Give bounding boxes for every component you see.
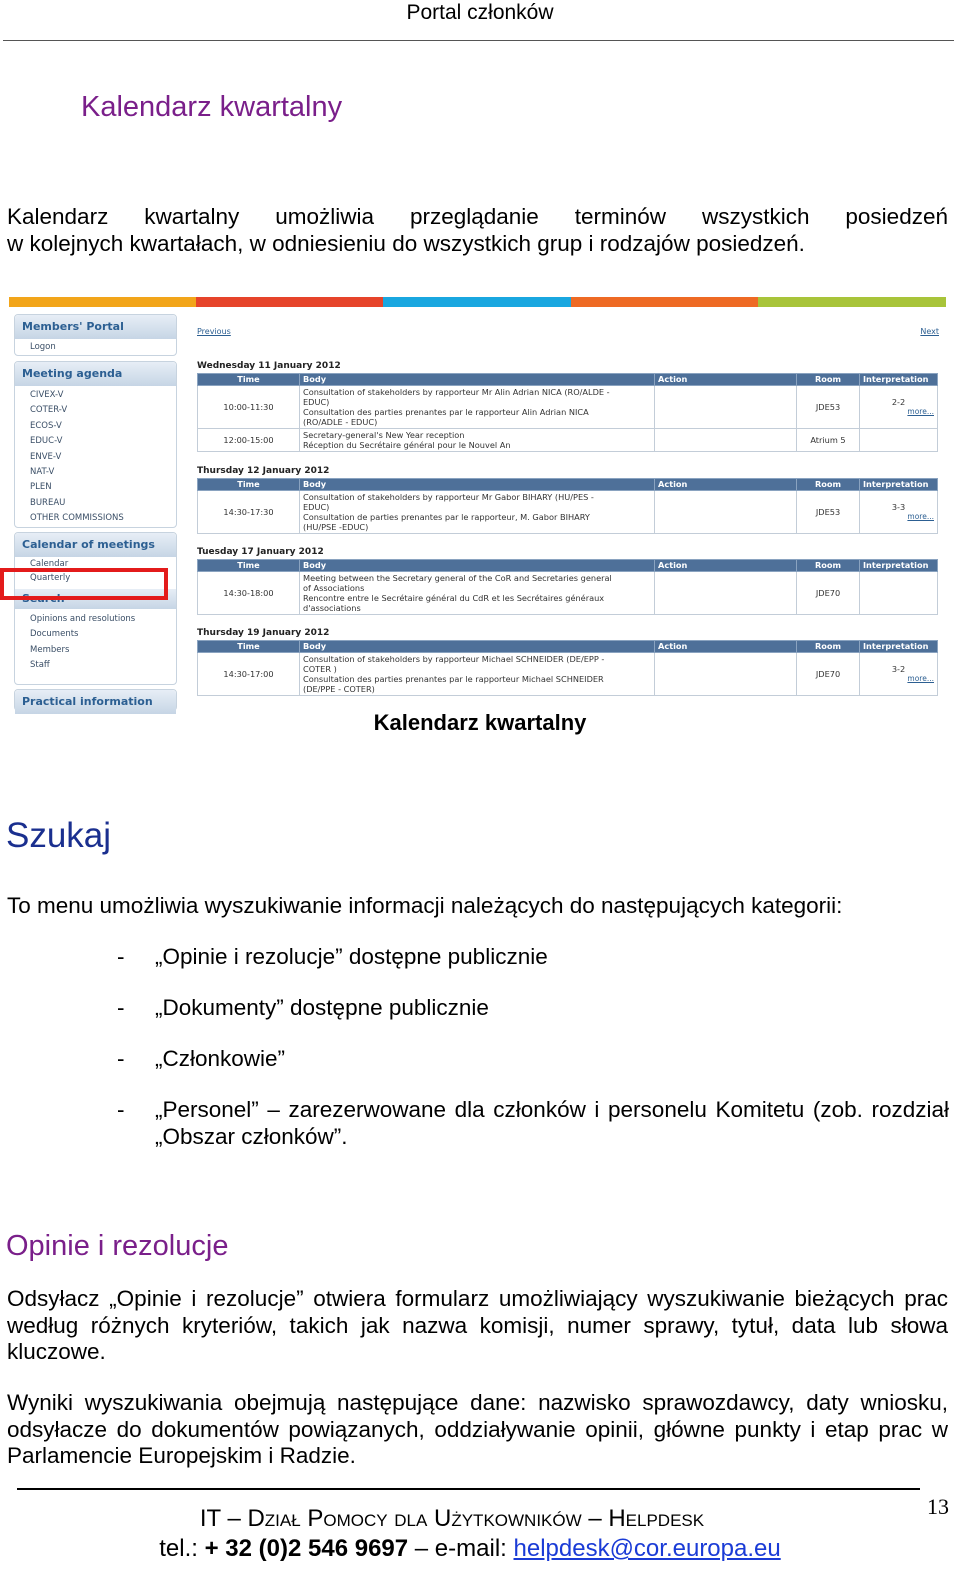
event-body <box>300 653 655 696</box>
event-interpretation <box>860 429 938 452</box>
section3-para1: Odsyłacz „Opinie i rezolucje” otwiera formularz umożliwiający wyszukiwanie bieżących prac według różnych kryteriów, takich jak nazwa komisji, numer sprawy, tytuł, data lub słowa kluczowe. <box>7 1286 948 1364</box>
bullet-item: „Personel” – zarezerwowane dla członków i personelu Komitetu (zob. rozdział „Obszar członków”. <box>155 1097 949 1149</box>
column-header-action: Action <box>655 641 797 653</box>
column-header-room: Room <box>797 560 860 572</box>
sidebar-title-practical[interactable]: Practical information <box>15 690 176 714</box>
event-body-line: Rencontre entre le Secrétaire général du CdR et les Secrétaires généraux <box>303 593 605 603</box>
column-header-action: Action <box>655 374 797 386</box>
more-link[interactable]: more... <box>907 407 934 416</box>
event-time: 10:00-11:30 <box>198 386 300 429</box>
day-title: Thursday 12 January 2012 <box>197 466 330 476</box>
quarterly-calendar-screenshot <box>9 297 945 708</box>
bullet-item: „Opinie i rezolucje” dostępne publicznie <box>155 944 548 969</box>
interpretation-value: 3-3 <box>891 502 906 512</box>
color-bar <box>571 297 759 307</box>
section-heading-szukaj: Szukaj <box>6 816 112 855</box>
sidebar-box-practical <box>14 689 177 711</box>
day-events-table <box>197 559 938 615</box>
sidebar-box-members-portal <box>14 314 177 356</box>
day-title: Tuesday 17 January 2012 <box>197 547 324 557</box>
section-heading-opinie: Opinie i rezolucje <box>6 1230 229 1262</box>
sidebar-item[interactable]: CIVEX-V <box>30 390 64 400</box>
section1-text-line1: Kalendarz kwartalny umożliwia przeglądanie terminów wszystkich posiedzeń <box>7 204 948 229</box>
sidebar-item[interactable]: Members <box>30 644 70 655</box>
table-row[interactable] <box>198 386 938 429</box>
more-link[interactable]: more... <box>907 512 934 521</box>
color-bar <box>196 297 384 307</box>
sidebar-item[interactable]: PLEN <box>30 482 52 493</box>
event-body <box>300 491 655 534</box>
event-time: 14:30-17:30 <box>198 491 300 534</box>
column-header-room: Room <box>797 479 860 491</box>
sidebar-title-meeting-agenda: Meeting agenda <box>15 362 176 386</box>
day-events-table <box>197 373 938 452</box>
event-body-line: Consultation de parties prenantes par le rapporteur, M. Gabor BIHARY <box>303 512 590 522</box>
bullet-item: „Dokumenty” dostępne publicznie <box>155 995 489 1020</box>
column-header-body: Body <box>300 374 655 386</box>
sidebar-item[interactable]: COTER-V <box>30 405 68 416</box>
more-link[interactable]: more... <box>907 674 934 683</box>
column-header-time: Time <box>198 641 300 653</box>
column-header-action: Action <box>655 560 797 572</box>
event-interpretation <box>860 386 938 429</box>
sidebar-item-logon[interactable]: Logon <box>30 342 56 352</box>
column-header-body: Body <box>300 560 655 572</box>
footer-helpdesk-title: IT – Dział Pomocy dla Użytkowników – Helpdesk <box>199 1505 705 1532</box>
column-header-action: Action <box>655 479 797 491</box>
sidebar-item[interactable]: OTHER COMMISSIONS <box>30 513 124 524</box>
event-action <box>655 386 797 429</box>
event-time: 14:30-18:00 <box>198 572 300 615</box>
footer-tel-number: + 32 (0)2 546 9697 <box>204 1535 409 1562</box>
sidebar-title-calendar: Calendar of meetings <box>15 533 176 557</box>
event-room: Atrium 5 <box>797 429 860 452</box>
event-body-line: EDUC) <box>303 502 330 512</box>
sidebar-item-calendar[interactable]: Calendar <box>30 559 69 569</box>
sidebar-item[interactable]: BUREAU <box>30 497 66 508</box>
event-body-line: Consultation des parties prenantes par le rapporteur Alin Adrian NICA <box>303 407 589 417</box>
event-body-line: Réception du Secrétaire général pour le Nouvel An <box>303 440 511 450</box>
bullet-item: „Członkowie” <box>155 1046 286 1071</box>
event-interpretation <box>860 572 938 615</box>
column-header-room: Room <box>797 374 860 386</box>
day-title: Thursday 19 January 2012 <box>197 628 330 638</box>
event-action <box>655 653 797 696</box>
footer-contact <box>0 1535 940 1563</box>
table-row[interactable] <box>198 653 938 696</box>
event-body <box>300 386 655 429</box>
day-title: Wednesday 11 January 2012 <box>197 361 341 371</box>
bullet-dash: - <box>117 944 125 969</box>
footer-divider <box>17 1488 920 1490</box>
column-header-interpretation: Interpretation <box>860 479 938 491</box>
footer-tel-label: tel.: <box>159 1535 205 1562</box>
table-row[interactable] <box>198 491 938 534</box>
event-body-line: (RO/ADLE - EDUC) <box>303 417 378 427</box>
sidebar-item[interactable]: EDUC-V <box>30 436 63 447</box>
sidebar-title-search[interactable]: Search <box>15 589 176 609</box>
section1-text-line2: w kolejnych kwartałach, w odniesieniu do wszystkich grup i rodzajów posiedzeń. <box>7 231 805 256</box>
sidebar-item[interactable]: Opinions and resolutions <box>30 614 136 624</box>
column-header-interpretation: Interpretation <box>860 560 938 572</box>
event-body <box>300 429 655 452</box>
event-room: JDE53 <box>797 386 860 429</box>
next-link[interactable]: Next <box>920 327 939 336</box>
previous-link[interactable]: Previous <box>197 327 231 336</box>
color-bar <box>383 297 571 307</box>
section2-intro: To menu umożliwia wyszukiwanie informacji należących do następujących kategorii: <box>7 893 843 918</box>
sidebar-item[interactable]: ECOS-V <box>30 420 62 431</box>
day-events-table <box>197 640 938 696</box>
footer-email-link[interactable]: helpdesk@cor.europa.eu <box>513 1535 781 1562</box>
column-header-time: Time <box>198 560 300 572</box>
bullet-dash: - <box>117 1097 125 1122</box>
sidebar-item-quarterly[interactable]: Quarterly <box>30 573 71 583</box>
bullet-dash: - <box>117 995 125 1020</box>
sidebar-title-members-portal: Members' Portal <box>15 315 176 339</box>
column-header-body: Body <box>300 641 655 653</box>
footer-email-label: – e-mail: <box>408 1535 514 1562</box>
event-body-line: Meeting between the Secretary general of the CoR and Secretaries general <box>303 573 612 583</box>
event-action <box>655 429 797 452</box>
event-body-line: Consultation of stakeholders by rapporteur Mr Alin Adrian NICA (RO/ALDE - <box>303 387 610 397</box>
section3-para2: Wyniki wyszukiwania obejmują następujące dane: nazwisko sprawozdawcy, daty wniosku, odsyłacze do dokumentów powiązanych, oddziaływanie opinii, główne punkty i etap prac w Parlamencie Europejskim i Radzie. <box>7 1390 948 1468</box>
sidebar-item[interactable]: Staff <box>30 660 50 671</box>
table-row[interactable] <box>198 572 938 615</box>
color-bar <box>758 297 946 307</box>
sidebar-item[interactable]: NAT-V <box>30 467 55 478</box>
column-header-time: Time <box>198 479 300 491</box>
column-header-room: Room <box>797 641 860 653</box>
event-body-line: of Associations <box>303 583 365 593</box>
event-body <box>300 572 655 615</box>
column-header-time: Time <box>198 374 300 386</box>
figure-caption: Kalendarz kwartalny <box>373 710 587 735</box>
page-header-title: Portal członków <box>406 1 554 24</box>
event-interpretation <box>860 653 938 696</box>
table-row[interactable] <box>198 429 938 452</box>
quarterly-highlight-box <box>0 568 168 600</box>
interpretation-value: 2-2 <box>891 397 906 407</box>
interpretation-value: 3-2 <box>891 664 906 674</box>
event-body-line: (DE/PPE - COTER) <box>303 684 375 694</box>
column-header-interpretation: Interpretation <box>860 374 938 386</box>
event-body-line: EDUC) <box>303 397 330 407</box>
event-body-line: Consultation of stakeholders by rapporteur Michael SCHNEIDER (DE/EPP - <box>303 654 605 664</box>
page-number: 13 <box>927 1494 949 1519</box>
event-time: 14:30-17:00 <box>198 653 300 696</box>
event-action <box>655 572 797 615</box>
event-room: JDE70 <box>797 653 860 696</box>
sidebar-box-meeting-agenda <box>14 361 177 528</box>
event-body-line: Consultation of stakeholders by rapporteur Mr Gabor BIHARY (HU/PES - <box>303 492 594 502</box>
event-time: 12:00-15:00 <box>198 429 300 452</box>
event-body-line: (HU/PSE -EDUC) <box>303 522 369 532</box>
event-body-line: COTER ) <box>303 664 337 674</box>
section-heading-kalendarz: Kalendarz kwartalny <box>81 91 343 123</box>
sidebar-box-calendar <box>14 532 177 685</box>
event-body-line: Secretary-general's New Year reception <box>303 430 465 440</box>
event-body-line: d'associations <box>303 603 361 613</box>
event-body-line: Consultation des parties prenantes par le rapporteur Michael SCHNEIDER <box>303 674 604 684</box>
sidebar-item[interactable]: ENVE-V <box>30 451 62 462</box>
column-header-interpretation: Interpretation <box>860 641 938 653</box>
event-room: JDE70 <box>797 572 860 615</box>
column-header-body: Body <box>300 479 655 491</box>
color-bar <box>9 297 197 307</box>
day-events-table <box>197 478 938 534</box>
header-divider <box>3 40 954 41</box>
event-interpretation <box>860 491 938 534</box>
event-room: JDE53 <box>797 491 860 534</box>
event-action <box>655 491 797 534</box>
sidebar-item[interactable]: Documents <box>30 629 79 640</box>
bullet-dash: - <box>117 1046 125 1071</box>
